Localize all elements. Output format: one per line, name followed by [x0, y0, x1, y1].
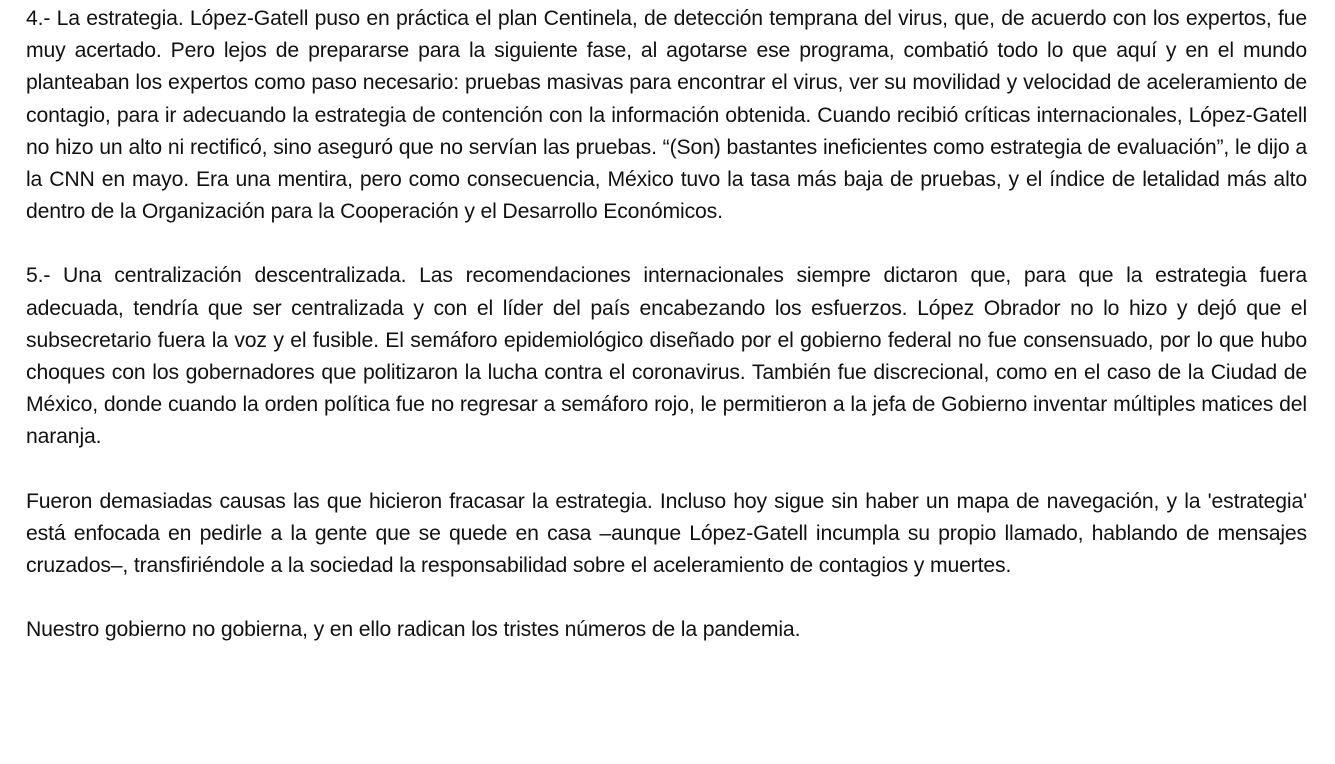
paragraph-conclusion: Fueron demasiadas causas las que hicieron fracasar la estrategia. Incluso hoy sigue sin haber un mapa de navegación, y la 'estrategia' está enfocada en pedirle a la gente que se quede en casa –aunque López-Gatell incumpla su propio llamado, hablando de mensajes cruzados–, transfiriéndole a la sociedad la responsabilidad sobre el aceleramiento de contagios y muertes.: [26, 489, 1307, 578]
paragraph-point-4: 4.- La estrategia. López-Gatell puso en práctica el plan Centinela, de detección temprana del virus, que, de acuerdo con los expertos, fue muy acertado. Pero lejos de prepararse para la siguiente fase, al agotarse ese programa, combatió todo lo que aquí y en el mundo planteaban los expertos como paso necesario: pruebas masivas para encontrar el virus, ver su movilidad y velocidad de aceleramiento de contagio, para ir adecuando la estrategia de contención con la información obtenida. Cuando recibió críticas internacionales, López-Gatell no hizo un alto ni rectificó, sino aseguró que no servían las pruebas. “(Son) bastantes ineficientes como estrategia de evaluación”, le dijo a la CNN en mayo. Era una mentira, pero como consecuencia, México tuvo la tasa más baja de pruebas, y el índice de letalidad más alto dentro de la Organización para la Cooperación y el Desarrollo Económicos.: [26, 7, 1307, 224]
paragraph-point-5: 5.- Una centralización descentralizada. Las recomendaciones internacionales siempre dictaron que, para que la estrategia fuera adecuada, tendría que ser centralizada y con el líder del país encabezando los esfuerzos. López Obrador no lo hizo y dejó que el subsecretario fuera la voz y el fusible. El semáforo epidemiológico diseñado por el gobierno federal no fue consensuado, por lo que hubo choques con los gobernadores que politizaron la lucha contra el coronavirus. También fue discrecional, como en el caso de la Ciudad de México, donde cuando la orden política fue no regresar a semáforo rojo, le permitieron a la jefa de Gobierno inventar múltiples matices del naranja.: [26, 264, 1307, 449]
paragraph-closing: Nuestro gobierno no gobierna, y en ello radican los tristes números de la pandemia.: [26, 618, 801, 642]
